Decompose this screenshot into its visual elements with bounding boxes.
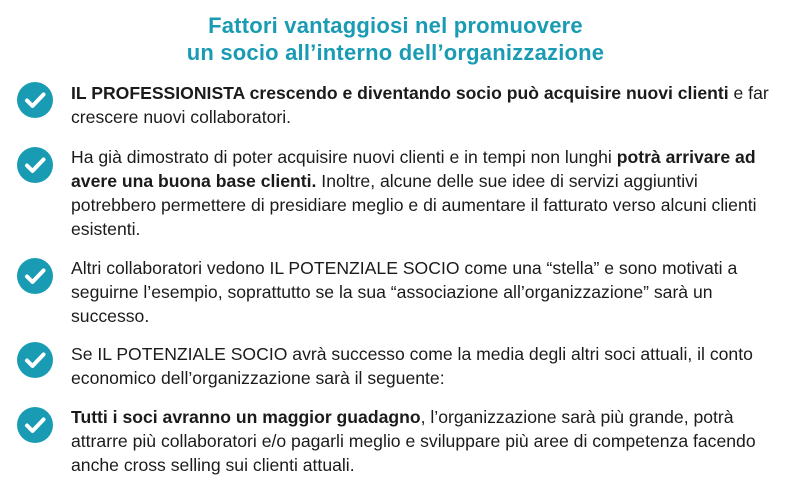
check-circle-icon: [17, 147, 53, 183]
check-circle-icon: [17, 82, 53, 118]
check-circle-icon: [17, 342, 53, 378]
list-item-body: , l’organizzazione sarà più grande, potrà attrarre più collaboratori e/o pagarli meglio e sviluppare più aree di competenza facendo anche cross selling sui clienti attuali.: [71, 407, 756, 475]
check-circle-icon: [17, 407, 53, 443]
list-item-bold: potrà arrivare ad avere una buona base clienti.: [71, 147, 756, 191]
list-item-text: [71, 405, 783, 477]
list-item-body: Altri collaboratori vedono IL POTENZIALE SOCIO come una “stella” e sono motivati a seguirne l’esempio, soprattutto se la sua “associazione all’organizzazione” sarà un successo.: [71, 258, 738, 326]
list-item-body: Ha già dimostrato di poter acquisire nuovi clienti e in tempi non lunghi: [71, 147, 617, 167]
list-item-text: [71, 145, 783, 241]
list-item-body: Inoltre, alcune delle sue idee di servizi aggiuntivi potrebbero permettere di presidiare meglio e di aumentare il fatturato verso alcuni clienti esistenti.: [71, 171, 757, 239]
title-line-1: Fattori vantaggiosi nel promuovere: [208, 13, 583, 38]
list-item-text: [71, 81, 783, 129]
list-item-body: Se IL POTENZIALE SOCIO avrà successo come la media degli altri soci attuali, il conto economico dell’organizzazione sarà il seguente:: [71, 344, 753, 388]
list-item-body: e far crescere nuovi collaboratori.: [71, 83, 769, 127]
list-item-bold: Tutti i soci avranno un maggior guadagno: [71, 407, 421, 427]
title-line-2: un socio all’interno dell’organizzazione: [186, 40, 605, 65]
list-item-bold: IL PROFESSIONISTA crescendo e diventando socio può acquisire nuovi clienti: [71, 83, 729, 103]
check-circle-icon: [17, 258, 53, 294]
list-item-text: [71, 342, 783, 390]
list-item-text: [71, 256, 783, 328]
page-title: [0, 0, 791, 66]
